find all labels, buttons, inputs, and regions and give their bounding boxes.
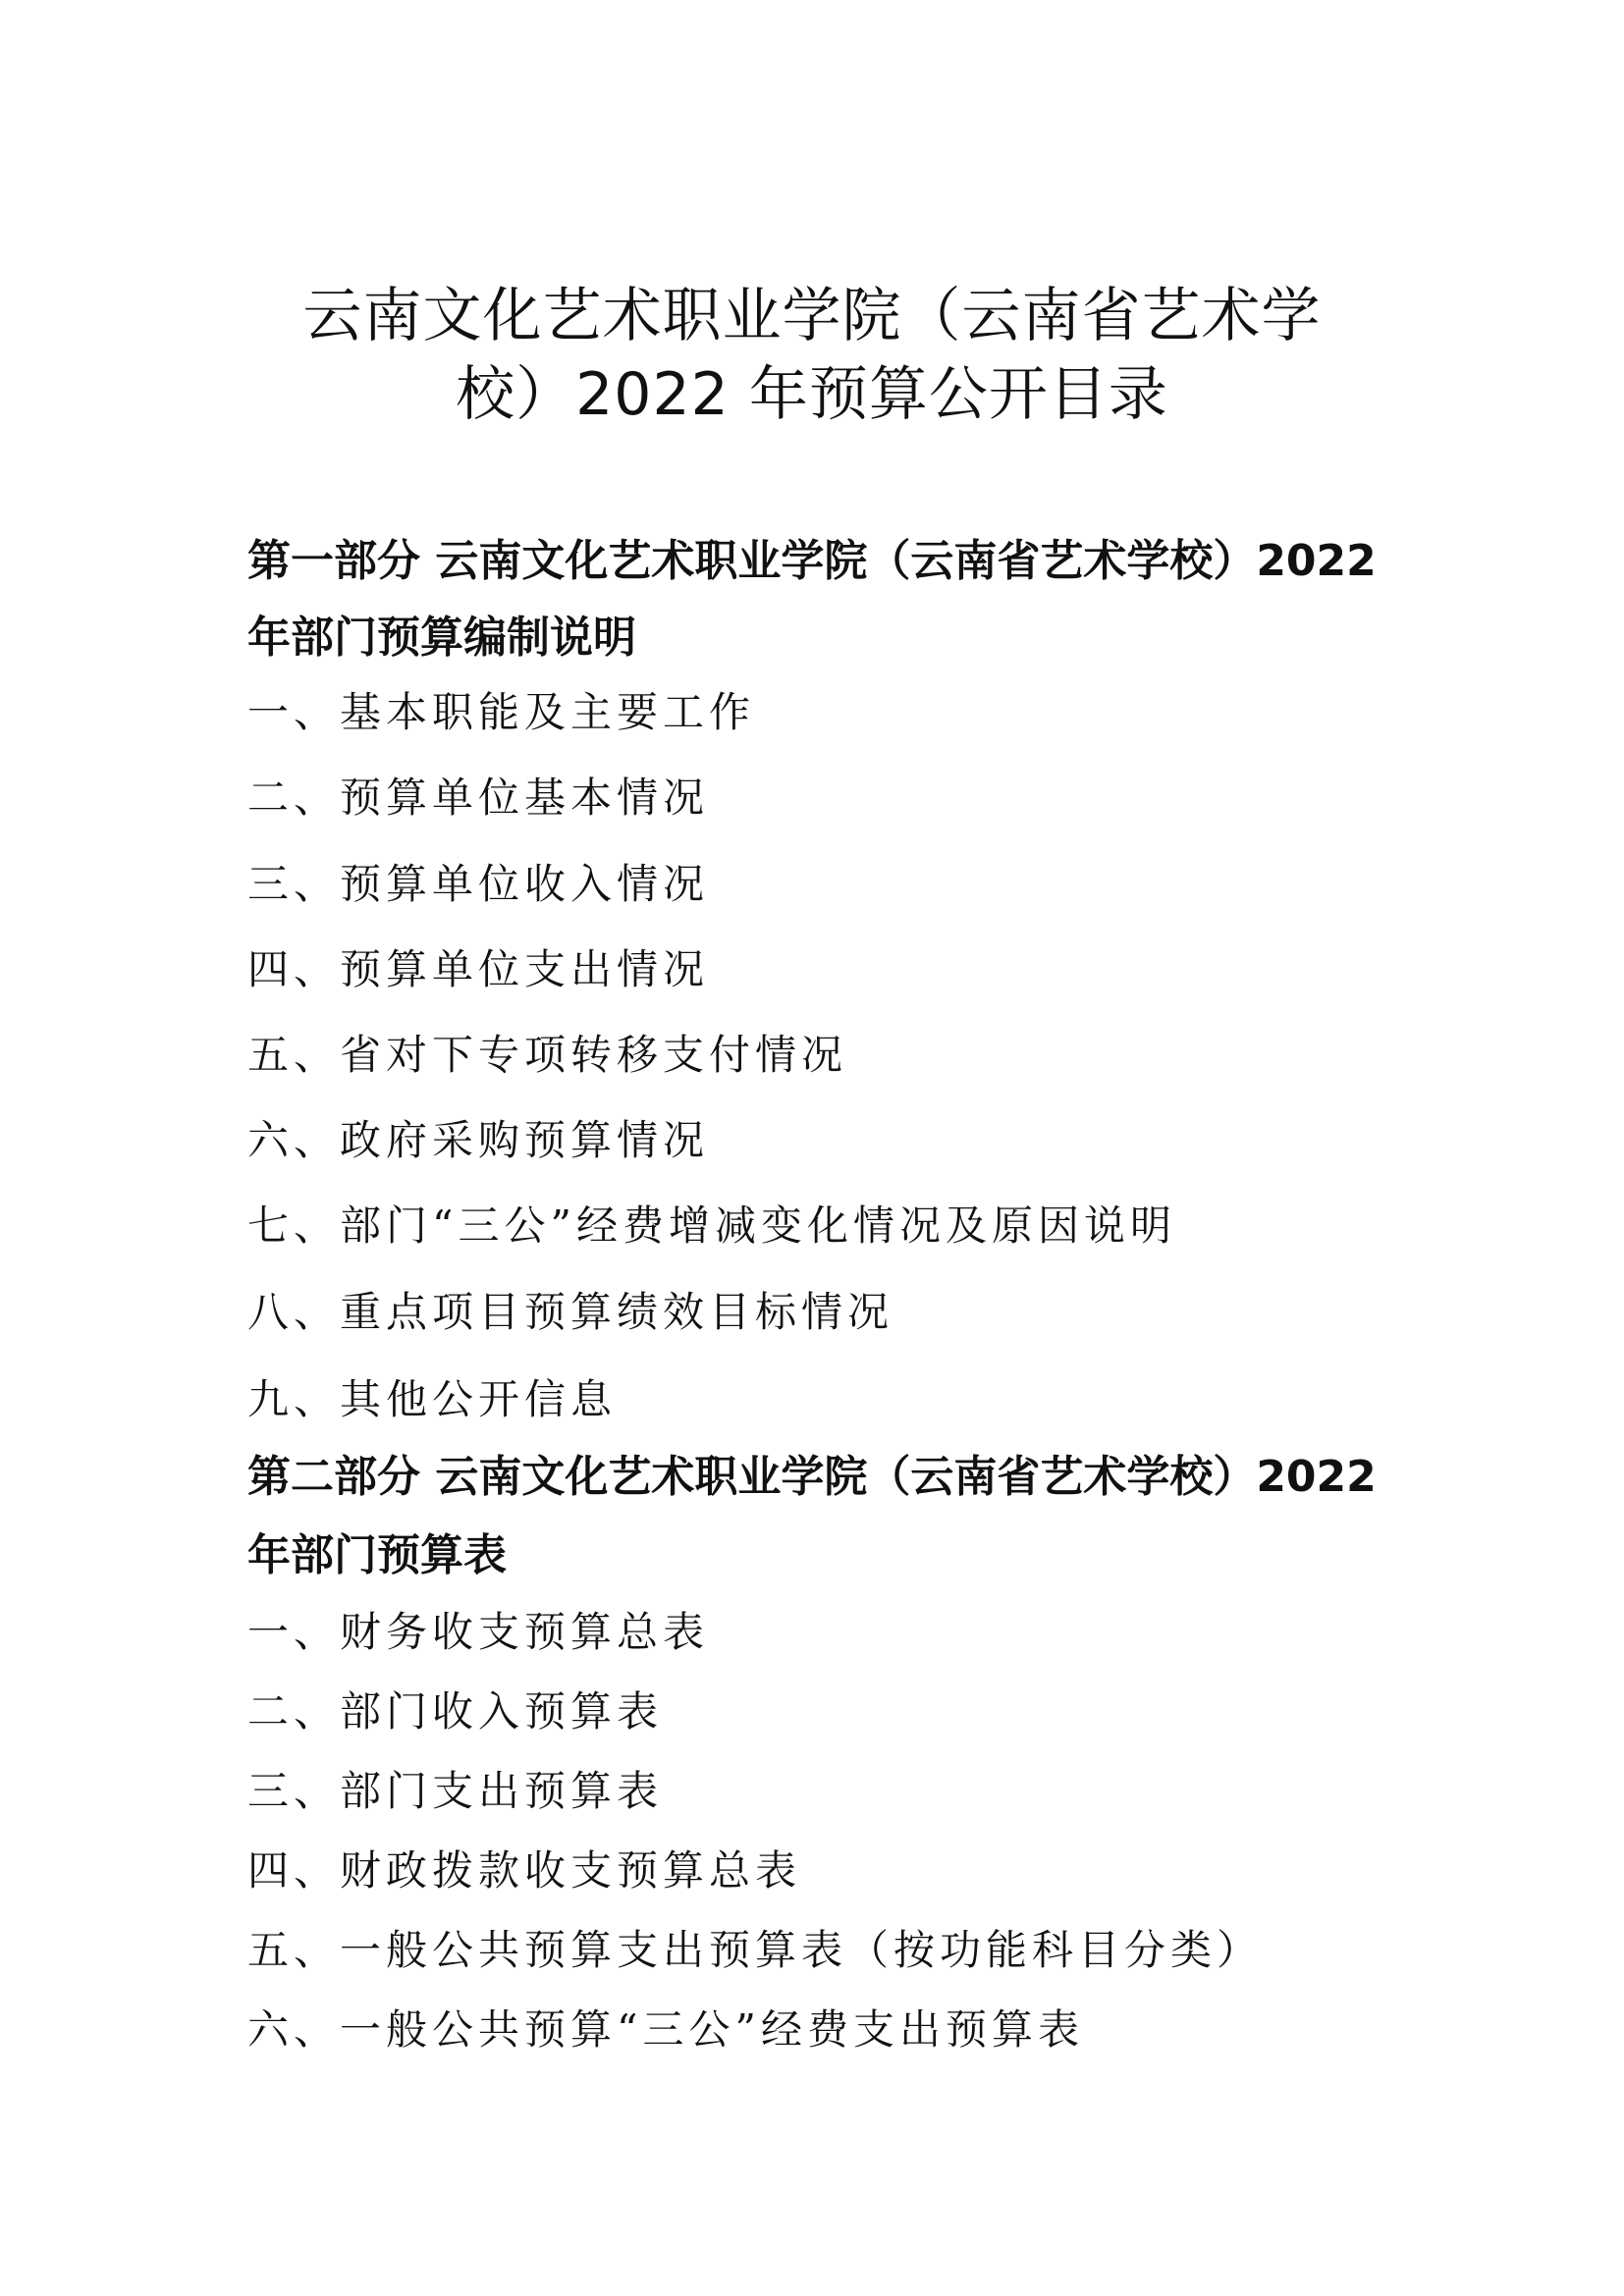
toc-item: 四、预算单位支出情况 xyxy=(247,945,710,993)
toc-item: 五、一般公共预算支出预算表（按功能科目分类） xyxy=(247,1926,1264,1974)
part1-heading-line1: 第一部分 云南文化艺术职业学院（云南省艺术学校）2022 xyxy=(247,536,1377,586)
toc-item: 五、省对下专项转移支付情况 xyxy=(247,1031,848,1079)
document-title-line2: 校）2022 年预算公开目录 xyxy=(456,360,1168,429)
toc-item: 六、政府采购预算情况 xyxy=(247,1116,710,1164)
part1-heading-line2: 年部门预算编制说明 xyxy=(247,613,636,663)
toc-item: 九、其他公开信息 xyxy=(247,1375,618,1423)
toc-item: 三、部门支出预算表 xyxy=(247,1767,664,1815)
toc-item: 二、部门收入预算表 xyxy=(247,1687,664,1735)
toc-item: 二、预算单位基本情况 xyxy=(247,774,710,822)
document-title-line1: 云南文化艺术职业学院（云南省艺术学 xyxy=(302,282,1322,350)
part2-heading-line1: 第二部分 云南文化艺术职业学院（云南省艺术学校）2022 xyxy=(247,1452,1377,1502)
toc-item: 三、预算单位收入情况 xyxy=(247,860,710,908)
toc-item: 七、部门“三公”经费增减变化情况及原因说明 xyxy=(247,1201,1176,1250)
toc-item: 四、财政拨款收支预算总表 xyxy=(247,1846,802,1895)
toc-item: 六、一般公共预算“三公”经费支出预算表 xyxy=(247,2005,1084,2054)
toc-item: 一、基本职能及主要工作 xyxy=(247,688,756,736)
part2-heading-line2: 年部门预算表 xyxy=(247,1530,507,1580)
toc-item: 一、财务收支预算总表 xyxy=(247,1608,710,1656)
toc-item: 八、重点项目预算绩效目标情况 xyxy=(247,1288,894,1336)
